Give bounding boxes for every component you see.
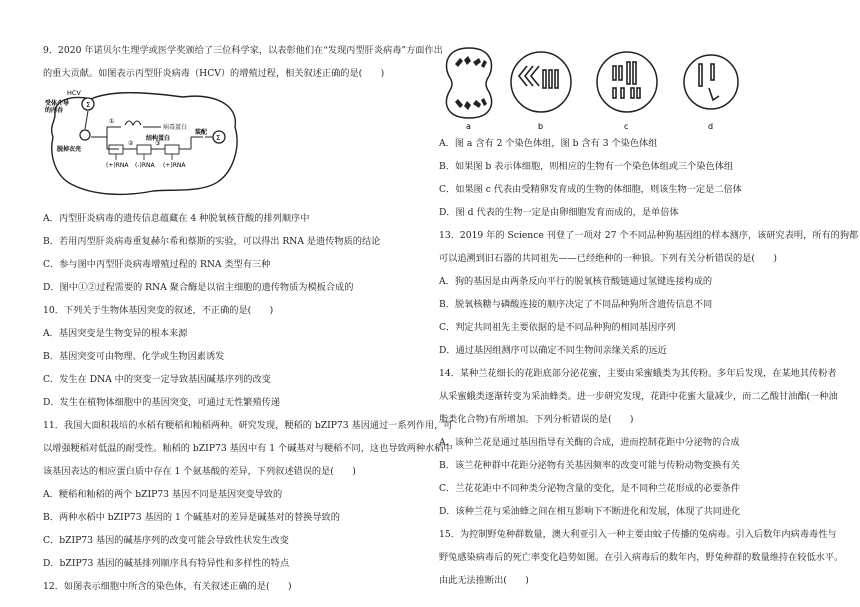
cell-d-outline xyxy=(684,55,738,109)
step2-marker: ② xyxy=(128,140,134,147)
q11-option-c: C．bZIP73 基因的碱基序列的改变可能会导致性状发生改变 xyxy=(43,535,289,546)
q9-option-a: A．丙型肝炎病毒的遗传信息蕴藏在 4 种脱氧核苷酸的排列顺序中 xyxy=(43,213,310,224)
q9-option-c: C．参与图中丙型肝炎病毒增殖过程的 RNA 类型有三种 xyxy=(43,259,271,270)
q13-option-b: B．脱氧核糖与磷酸连接的顺序决定了不同品种狗所含遗传信息不同 xyxy=(439,299,713,310)
q9-stem-line1: 9．2020 年诺贝尔生理学或医学奖颁给了三位科学家，以表彰他们在“发现丙型肝炎病毒”方面作出 xyxy=(43,45,443,56)
q9-option-d: D．图中①②过程需要的 RNA 聚合酶是以宿主细胞的遗传物质为模板合成的 xyxy=(43,282,354,293)
cell-b-chromosomes xyxy=(519,66,558,88)
cell-c-label: c xyxy=(624,122,629,130)
step1-marker: ① xyxy=(109,118,115,125)
uncoat-label: 脱掉衣壳 xyxy=(57,146,82,153)
q14-option-d: D．该种兰花与采油蜂之间在相互影响下不断进化和发展，体现了共同进化 xyxy=(439,506,741,517)
chromosome-figures xyxy=(439,44,739,130)
rna-label-1: (+)RNA xyxy=(106,162,129,169)
q11-stem-line2: 以增强粳稻对低温的耐受性。籼稻的 bZIP73 基因中有 1 个碱基对与粳稻不同，这也导致两种水稻中 xyxy=(43,443,453,454)
ribosome-icon xyxy=(125,121,141,125)
struct-protein-label: 结构蛋白 xyxy=(146,135,171,142)
q10-option-c: C．发生在 DNA 中的突变一定导致基因碱基序列的改变 xyxy=(43,374,271,385)
q11-option-a: A．粳稻和籼稻的两个 bZIP73 基因不同是基因突变导致的 xyxy=(43,489,283,500)
q14-option-c: C．兰花花距中不同种类分泌物含量的变化，是不同种兰花形成的必要条件 xyxy=(439,483,741,494)
endo-label: 的内吞 xyxy=(45,107,64,114)
cell-b-label: b xyxy=(538,122,544,130)
q13-stem-line2: 可以追溯到旧石器的共同祖先——已经绝种的一种狼。下列有关分析错误的是( ) xyxy=(439,253,777,264)
q13-option-d: D．通过基因组测序可以确定不同生物间亲缘关系的远近 xyxy=(439,345,667,356)
q10-option-a: A．基因突变是生物变异的根本来源 xyxy=(43,328,188,339)
cell-d-label: d xyxy=(708,122,714,130)
svg-text:Σ: Σ xyxy=(86,101,91,109)
q12-option-b: B．如果图 b 表示体细胞，则相应的生物有一个染色体组或三个染色体组 xyxy=(439,161,734,172)
virus-protein-label: 病毒蛋白 xyxy=(163,124,188,131)
rna-box-3 xyxy=(165,145,179,154)
q15-stem-line2: 野兔感染病毒后的死亡率变化趋势如图。在引入病毒后的数年内，野兔种群的数量维持在较低水平。 xyxy=(439,552,844,563)
cell-a-label: a xyxy=(466,122,471,130)
q11-stem-line3: 该基因表达的相应蛋白质中存在 1 个氨基酸的差异，下列叙述错误的是( ) xyxy=(43,466,356,477)
q10-stem: 10．下列关于生物体基因突变的叙述，不正确的是( ) xyxy=(43,305,274,316)
q15-stem-line1: 15．为控制野兔种群数量，澳大利亚引入一种主要由蚊子传播的兔病毒。引入后数年内病毒毒性与 xyxy=(439,529,837,540)
q12-option-a: A．图 a 含有 2 个染色体组，图 b 含有 3 个染色体组 xyxy=(439,138,658,149)
step3-marker: ③ xyxy=(155,140,161,147)
rna-label-3: (+)RNA xyxy=(163,162,186,169)
cell-a-chromosomes xyxy=(455,56,487,110)
q14-stem-line2: 从采蜜蛾类逐渐转变为采油蜂类。进一步研究发现，花距中花蜜大量减少，而二乙酸甘油酯(一种油 xyxy=(439,391,838,402)
q10-option-d: D．发生在植物体细胞中的基因突变，可通过无性繁殖传递 xyxy=(43,397,281,408)
rna-label-2: (-)RNA xyxy=(135,162,155,169)
hcv-proliferation-diagram xyxy=(43,85,243,200)
q11-stem-line1: 11．我国大面积栽培的水稻有粳稻和籼稻两种。研究发现，粳稻的 bZIP73 基因通过一系列作用，可 xyxy=(43,420,453,431)
q12-stem: 12．如图表示细胞中所含的染色体，有关叙述正确的是( ) xyxy=(43,581,292,592)
q14-option-b: B．该兰花种群中花距分泌物有关基因频率的改变可能与传粉动物变换有关 xyxy=(439,460,740,471)
q11-option-d: D．bZIP73 基因的碱基排列顺序具有特异性和多样性的特点 xyxy=(43,558,290,569)
cell-c-chromosomes xyxy=(613,62,640,98)
uncoated-virus-icon xyxy=(80,130,90,140)
rna-box-2 xyxy=(137,145,151,154)
q13-stem-line1: 13．2019 年的 Science 刊登了一项对 27 个不同品种狗基因组的样本测序，该研究表明，所有的狗都 xyxy=(439,230,859,241)
cell-b-outline xyxy=(511,52,571,112)
q11-option-b: B．两种水稻中 bZIP73 基因的 1 个碱基对的差异是碱基对的替换导致的 xyxy=(43,512,340,523)
q10-option-b: B．基因突变可由物理、化学或生物因素诱发 xyxy=(43,351,225,362)
q14-option-a: A．该种兰花是通过基因指导有关酶的合成，进而控制花距中分泌物的合成 xyxy=(439,437,740,448)
q12-option-c: C．如果图 c 代表由受精卵发育成的生物的体细胞，则该生物一定是二倍体 xyxy=(439,184,742,195)
q9-stem-line2: 的重大贡献。如图表示丙型肝炎病毒（HCV）的增殖过程，相关叙述正确的是( ) xyxy=(43,68,385,79)
receptor-label: 受体介导 xyxy=(45,100,70,107)
q13-option-c: C．判定共同祖先主要依据的是不同品种狗的相同基因序列 xyxy=(439,322,676,333)
q13-option-a: A．狗的基因是由两条反向平行的脱氧核苷酸链通过氢键连接构成的 xyxy=(439,276,713,287)
hcv-label: HCV xyxy=(67,89,81,97)
assemble-label: 装配 xyxy=(195,129,208,136)
q9-option-b: B．若用丙型肝炎病毒重复赫尔希和蔡斯的实验，可以得出 RNA 是遗传物质的结论 xyxy=(43,236,381,247)
q12-option-d: D．图 d 代表的生物一定是由卵细胞发育而成的，是单倍体 xyxy=(439,207,679,218)
q14-stem-line3: 脂类化合物)有所增加。下列分析错误的是( ) xyxy=(439,414,634,425)
q14-stem-line1: 14．某种兰花细长的花距底部分泌花蜜，主要由采蜜蛾类为其传粉。多年后发现，在某地其传粉者 xyxy=(439,368,837,379)
svg-text:Σ: Σ xyxy=(216,134,221,142)
q15-stem-line3: 由此无法推断出( ) xyxy=(439,575,529,586)
host-cell-outline xyxy=(52,93,237,195)
cell-d-chromosomes xyxy=(699,64,719,100)
